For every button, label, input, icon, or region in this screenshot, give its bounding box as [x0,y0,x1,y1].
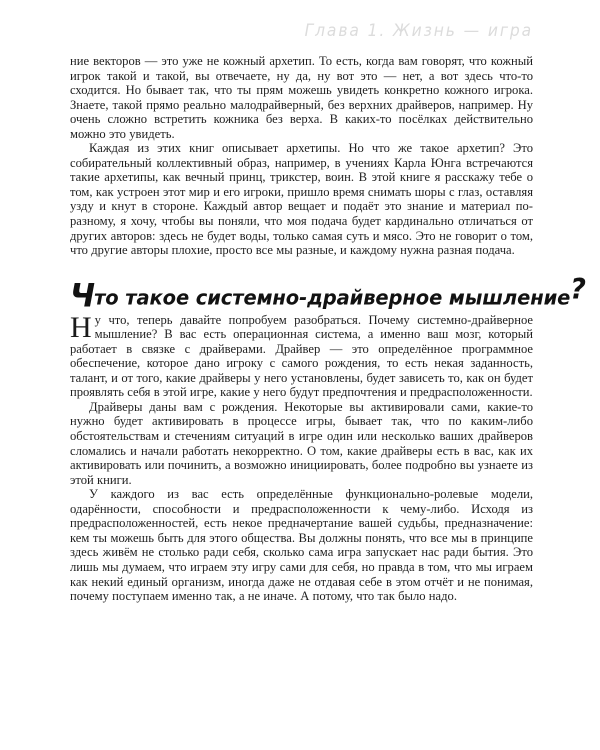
paragraph-role-models: У каждого из вас есть определённые функционально-ролевые модели, одарённости, способности и предрасположенности к чему-либо. Исходя из предрасположенностей, есть некое предначертание вашей судьбы, предназначение: кем ты можешь быть для этого общества. Вы должны понять, что все мы в принципе здесь живём не столько ради себя, сколько сама игра запускает нас ради бытия. Это лишь мы думаем, что играем эту игру сами для себя, но правда в том, что мы играем как некий единый организм, иногда даже не отдавая себе в этом отчёт и не понимая, почему поступаем именно так, а не иначе. А потому, что так было надо. [70,487,533,604]
paragraph-drivers-from-birth: Драйверы даны вам с рождения. Некоторые вы активировали сами, какие-то нужно будет активировать в процессе игры, бывает так, что по каким-либо обстоятельствам и стечениям ситуаций в игре один или несколько ваших драйверов сломались и начали работать некорректно. О том, какие драйверы есть в вас, как их активировать или починить, а возможно инициировать, более подробно вы узнаете из этой книги. [70,399,533,487]
drop-cap: Н [70,310,92,344]
paragraph-intro-text: у что, теперь давайте попробуем разобраться. Почему системно-драйверное мышление? В вас есть операционная система, а именно ваш мозг, который работает в связке с драйверами. Драйвер — это определённое программное обеспечение, которое дано игроку с самого рождения, то есть некая заданность, талант, и от того, какие драйверы у него установлены, будет зависеть то, как он будет проявлять себя в этой игре, какие у него будут предпочтения и предрасположенности. [70,312,533,400]
paragraph-continuation: ние векторов — это уже не кожный архетип. То есть, когда вам говорят, что кожный игрок такой и такой, вы отвечаете, ну да, ну вот это — нет, а вот здесь что-то сходится. Но бывает так, что ты прям можешь увидеть конкретно кожного игрока. Знаете, такой прямо реально малодрайверный, без верхних драйверов, например. Ну очень сложно встретить кожника без верха. В каких-то посёлках действительно можно это увидеть. [70,54,533,141]
section-heading [70,273,586,315]
paragraph-intro-dropcap [70,310,533,400]
running-head: Глава 1. Жизнь — игра [304,20,533,40]
section-heading-question-mark: ? [570,273,586,306]
section-heading-text: то такое системно-драйверное мышление [94,285,571,310]
section-heading-lead-cap: Ч [70,276,95,315]
paragraph-archetypes: Каждая из этих книг описывает архетипы. Но что же такое архетип? Это собирательный коллективный образ, например, в учениях Карла Юнга встречаются такие архетипы, как вечный принц, трикстер, воин. В этой книге я расскажу тебе о том, как устроен этот мир и его игроки, пришло время снимать шоры с глаз, оставляя узду и кнут в стороне. Каждый автор вещает и подаёт это знание и материал по-разному, я хочу, чтобы вы поняли, что моя подача будет кардинально отличаться от других авторов: здесь не будет воды, только самая суть и мясо. Это не говорит о том, что другие авторы плохие, просто все мы разные, и каждому нужна разная подача. [70,141,533,258]
text-column [70,54,586,604]
